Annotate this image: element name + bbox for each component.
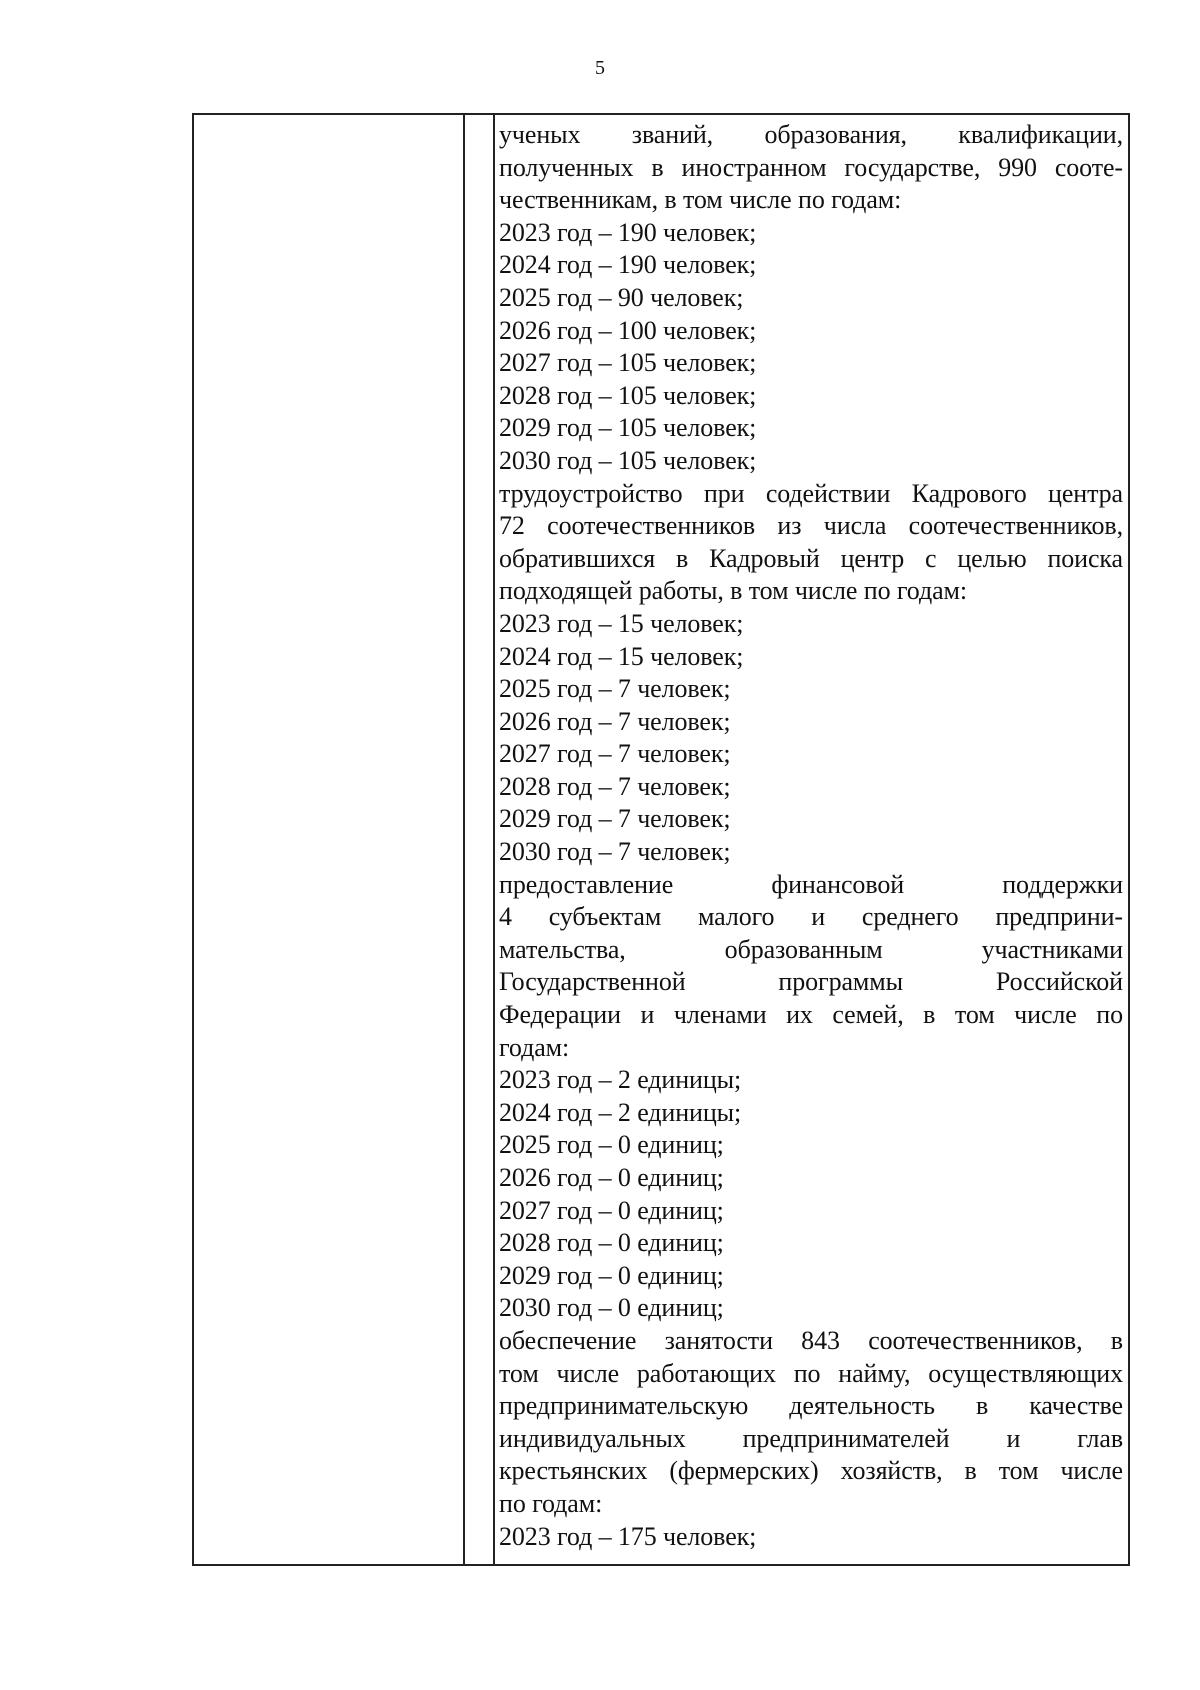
text-line: чественникам, в том числе по годам: xyxy=(499,185,902,215)
text-line: подходящей работы, в том числе по годам: xyxy=(499,576,967,606)
text-line: 2030 год – 105 человек; xyxy=(499,445,757,475)
table-column-divider xyxy=(493,115,495,1564)
text-line: полученных в иностранном государстве, 990 сооте- xyxy=(499,152,1123,182)
text-line: 2027 год – 7 человек; xyxy=(499,739,731,769)
table-column-divider xyxy=(463,115,465,1564)
text-line: 2026 год – 100 человек; xyxy=(499,315,757,345)
text-line: 2024 год – 15 человек; xyxy=(499,641,744,671)
text-line: трудоустройство при содействии Кадрового центра xyxy=(499,478,1123,508)
text-line: 2023 год – 2 единицы; xyxy=(499,1065,742,1095)
text-line: по годам: xyxy=(499,1488,603,1518)
text-line: индивидуальных предпринимателей и глав xyxy=(499,1423,1123,1453)
text-line: 2030 год – 7 человек; xyxy=(499,837,731,867)
text-line: 2024 год – 2 единицы; xyxy=(499,1097,742,1127)
text-line: 2028 год – 0 единиц; xyxy=(499,1228,724,1258)
text-line: 4 субъектам малого и среднего предприни- xyxy=(499,902,1123,932)
text-line: 2024 год – 190 человек; xyxy=(499,250,757,280)
text-line: 2025 год – 0 единиц; xyxy=(499,1130,724,1160)
text-line: обеспечение занятости 843 соотечественников, в xyxy=(499,1325,1123,1355)
text-line: 2027 год – 0 единиц; xyxy=(499,1195,724,1225)
text-line: 2028 год – 7 человек; xyxy=(499,771,731,801)
text-line: том числе работающих по найму, осуществляющих xyxy=(499,1358,1123,1388)
text-line: 2023 год – 190 человек; xyxy=(499,217,757,247)
text-line: 2025 год – 90 человек; xyxy=(499,282,744,312)
text-line: 2027 год – 105 человек; xyxy=(499,348,757,378)
text-line: обратившихся в Кадровый центр с целью поиска xyxy=(499,543,1123,573)
text-line: Государственной программы Российской xyxy=(499,967,1123,997)
text-line: Федерации и членами их семей, в том числе по xyxy=(499,1000,1123,1030)
text-line: 2025 год – 7 человек; xyxy=(499,674,731,704)
text-line: 2029 год – 105 человек; xyxy=(499,413,757,443)
text-line: 2029 год – 7 человек; xyxy=(499,804,731,834)
text-line: 2030 год – 0 единиц; xyxy=(499,1293,724,1323)
text-line: ученых званий, образования, квалификации, xyxy=(499,120,1123,149)
text-line: 2023 год – 15 человек; xyxy=(499,608,744,638)
text-line: 2026 год – 0 единиц; xyxy=(499,1163,724,1192)
text-line: 72 соотечественников из числа соотечественников, xyxy=(499,511,1123,541)
table-cell-text xyxy=(499,119,1123,1553)
text-line: 2023 год – 175 человек; xyxy=(499,1521,757,1551)
document-table xyxy=(192,113,1130,1566)
text-line: мательства, образованным участниками xyxy=(499,934,1123,964)
page-number: 5 xyxy=(595,57,605,79)
text-line: 2026 год – 7 человек; xyxy=(499,706,731,736)
text-line: годам: xyxy=(499,1032,570,1062)
text-line: 2028 год – 105 человек; xyxy=(499,380,757,410)
text-line: крестьянских (фермерских) хозяйств, в том числе xyxy=(499,1456,1123,1486)
text-line: предоставление финансовой поддержки xyxy=(499,869,1123,899)
text-line: предпринимательскую деятельность в качестве xyxy=(499,1391,1123,1421)
text-line: 2029 год – 0 единиц; xyxy=(499,1260,724,1290)
